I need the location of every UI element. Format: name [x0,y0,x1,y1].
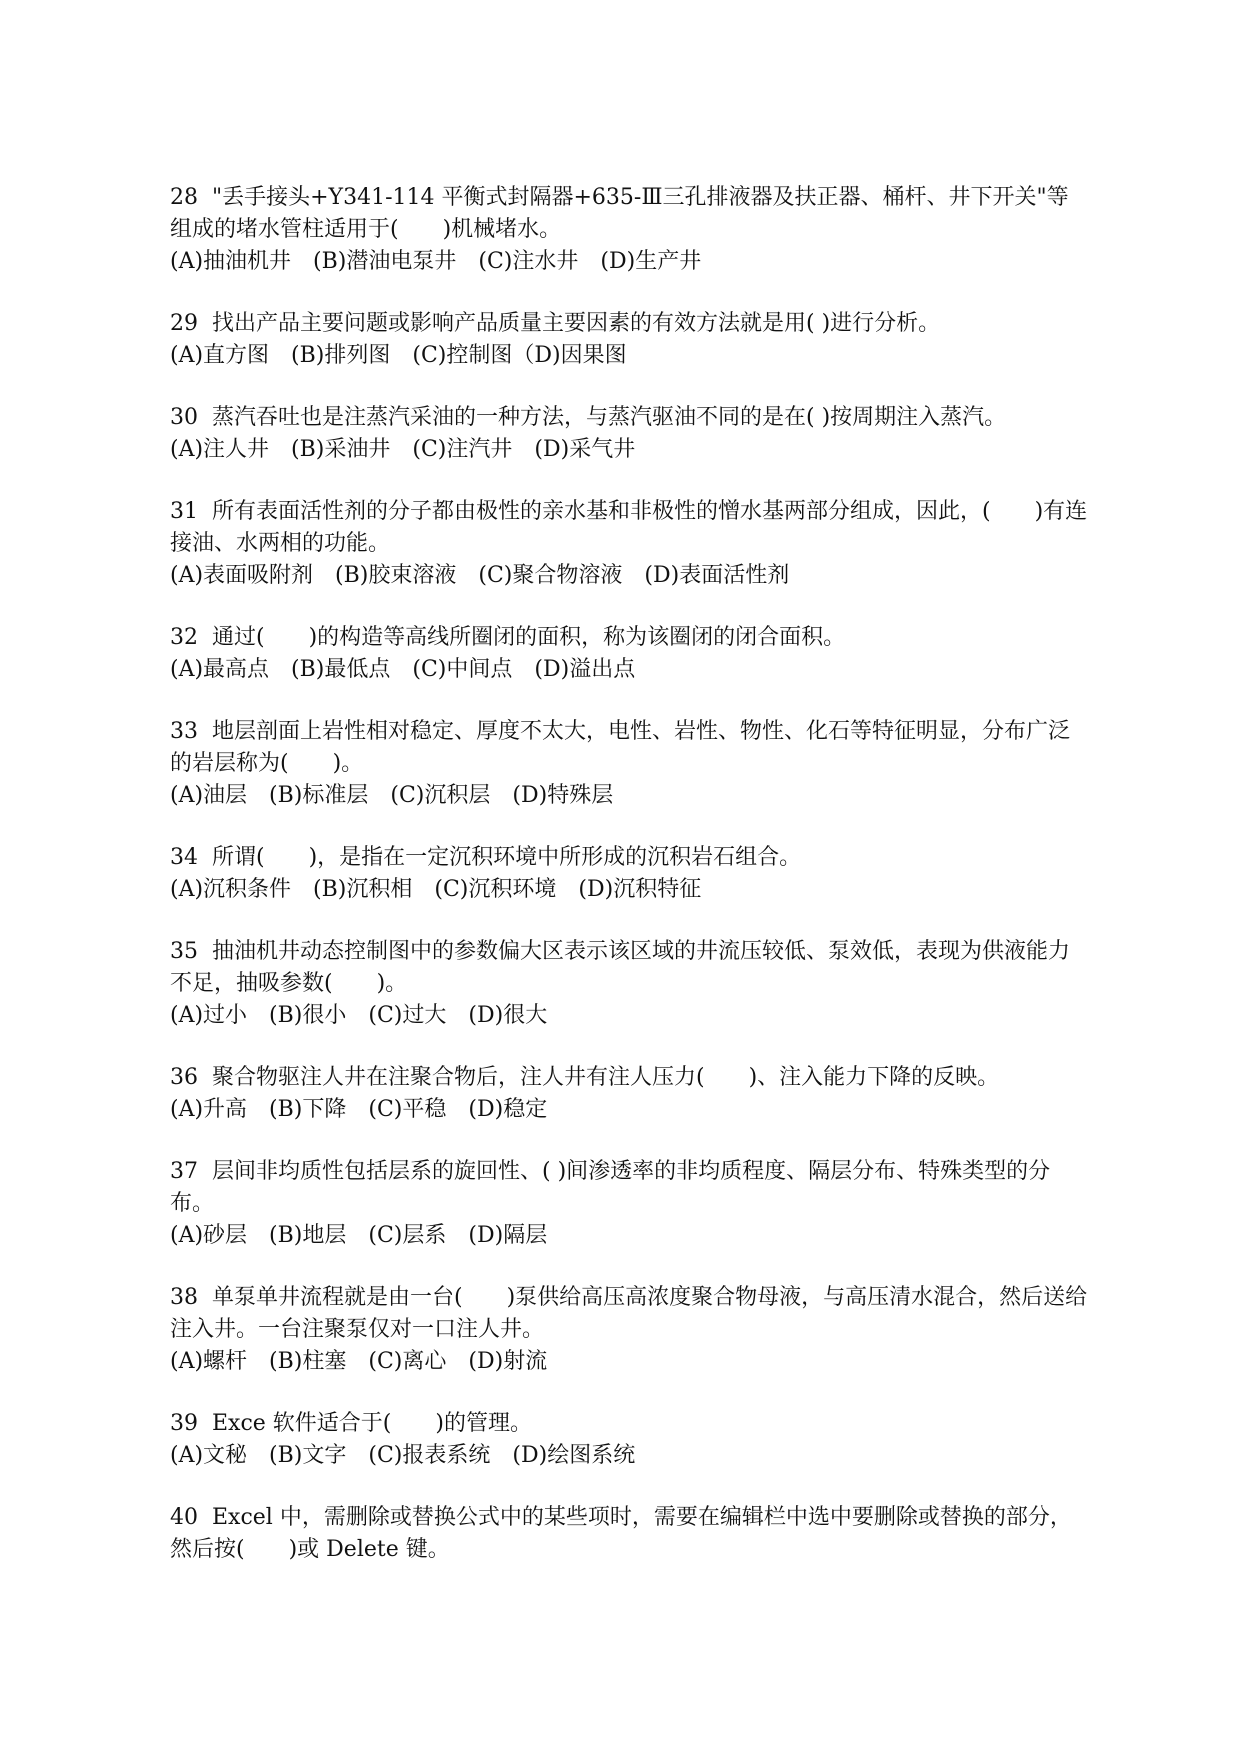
question-number: 34 [170,845,198,870]
question-text: 抽油机井动态控制图中的参数偏大区表示该区域的井流压较低、泵效低，表现为供液能力不足，抽吸参数( )。 [170,939,1071,996]
question-text: 找出产品主要问题或影响产品质量主要因素的有效方法就是用( )进行分析。 [212,311,941,336]
question-stem [170,622,1090,654]
question-options: (A)注人井 (B)采油井 (C)注汽井 (D)采气井 [170,437,636,462]
question-options: (A)油层 (B)标准层 (C)沉积层 (D)特殊层 [170,783,614,808]
question-item [170,622,1090,686]
question-item [170,496,1090,592]
question-item [170,716,1090,812]
question-options: (A)升高 (B)下降 (C)平稳 (D)稳定 [170,1097,548,1122]
question-text: 蒸汽吞吐也是注蒸汽采油的一种方法，与蒸汽驱油不同的是在( )按周期注入蒸汽。 [212,405,1007,430]
question-list [170,182,1090,1566]
question-options: (A)过小 (B)很小 (C)过大 (D)很大 [170,1003,548,1028]
question-text: 单泵单井流程就是由一台( )泵供给高压高浓度聚合物母液，与高压清水混合，然后送给注入井。一台注聚泵仅对一口注人井。 [170,1285,1088,1342]
question-number: 37 [170,1159,198,1184]
question-stem [170,182,1090,246]
question-stem [170,402,1090,434]
question-item [170,936,1090,1032]
question-number: 40 [170,1505,198,1530]
question-text: 聚合物驱注人井在注聚合物后，注人井有注人压力( )、注入能力下降的反映。 [212,1065,1000,1090]
question-stem [170,1062,1090,1094]
question-number: 30 [170,405,198,430]
question-stem [170,936,1090,1000]
question-stem [170,842,1090,874]
question-item [170,1062,1090,1126]
question-number: 38 [170,1285,198,1310]
question-item [170,182,1090,278]
question-number: 36 [170,1065,198,1090]
question-text: Exce 软件适合于( )的管理。 [212,1411,532,1436]
question-number: 32 [170,625,198,650]
question-stem [170,716,1090,780]
question-number: 33 [170,719,198,744]
question-options: (A)表面吸附剂 (B)胶束溶液 (C)聚合物溶液 (D)表面活性剂 [170,563,790,588]
question-number: 29 [170,311,198,336]
question-item [170,402,1090,466]
question-text: 所谓( )，是指在一定沉积环境中所形成的沉积岩石组合。 [212,845,802,870]
question-options: (A)螺杆 (B)柱塞 (C)离心 (D)射流 [170,1349,548,1374]
question-text: 所有表面活性剂的分子都由极性的亲水基和非极性的憎水基两部分组成，因此，( )有连接油、水两相的功能。 [170,499,1088,556]
question-item [170,1502,1090,1566]
question-options: (A)最高点 (B)最低点 (C)中间点 (D)溢出点 [170,657,636,682]
question-options: (A)抽油机井 (B)潜油电泵井 (C)注水井 (D)生产井 [170,249,702,274]
question-number: 39 [170,1411,198,1436]
question-text: 层间非均质性包括层系的旋回性、( )间渗透率的非均质程度、隔层分布、特殊类型的分布。 [170,1159,1051,1216]
question-options: (A)砂层 (B)地层 (C)层系 (D)隔层 [170,1223,548,1248]
question-text: 地层剖面上岩性相对稳定、厚度不太大，电性、岩性、物性、化石等特征明显，分布广泛的岩层称为( )。 [170,719,1071,776]
question-stem [170,308,1090,340]
question-text: "丢手接头+Y341-114 平衡式封隔器+635-Ⅲ三孔排液器及扶正器、桶杆、井下开关"等组成的堵水管柱适用于( )机械堵水。 [170,185,1069,242]
question-options: (A)沉积条件 (B)沉积相 (C)沉积环境 (D)沉积特征 [170,877,702,902]
question-item [170,308,1090,372]
question-item [170,1408,1090,1472]
question-options: (A)文秘 (B)文字 (C)报表系统 (D)绘图系统 [170,1443,636,1468]
question-number: 28 [170,185,198,210]
question-stem [170,1282,1090,1346]
question-item [170,1282,1090,1378]
document-page [170,182,1090,1596]
question-stem [170,496,1090,560]
question-number: 31 [170,499,198,524]
question-text: Excel 中，需删除或替换公式中的某些项时，需要在编辑栏中选中要删除或替换的部分，然后按( )或 Delete 键。 [170,1505,1072,1562]
question-item [170,842,1090,906]
question-number: 35 [170,939,198,964]
question-text: 通过( )的构造等高线所圈闭的面积，称为该圈闭的闭合面积。 [212,625,846,650]
question-stem [170,1408,1090,1440]
question-stem [170,1502,1090,1566]
question-stem [170,1156,1090,1220]
question-item [170,1156,1090,1252]
question-options: (A)直方图 (B)排列图 (C)控制图（D)因果图 [170,343,627,368]
